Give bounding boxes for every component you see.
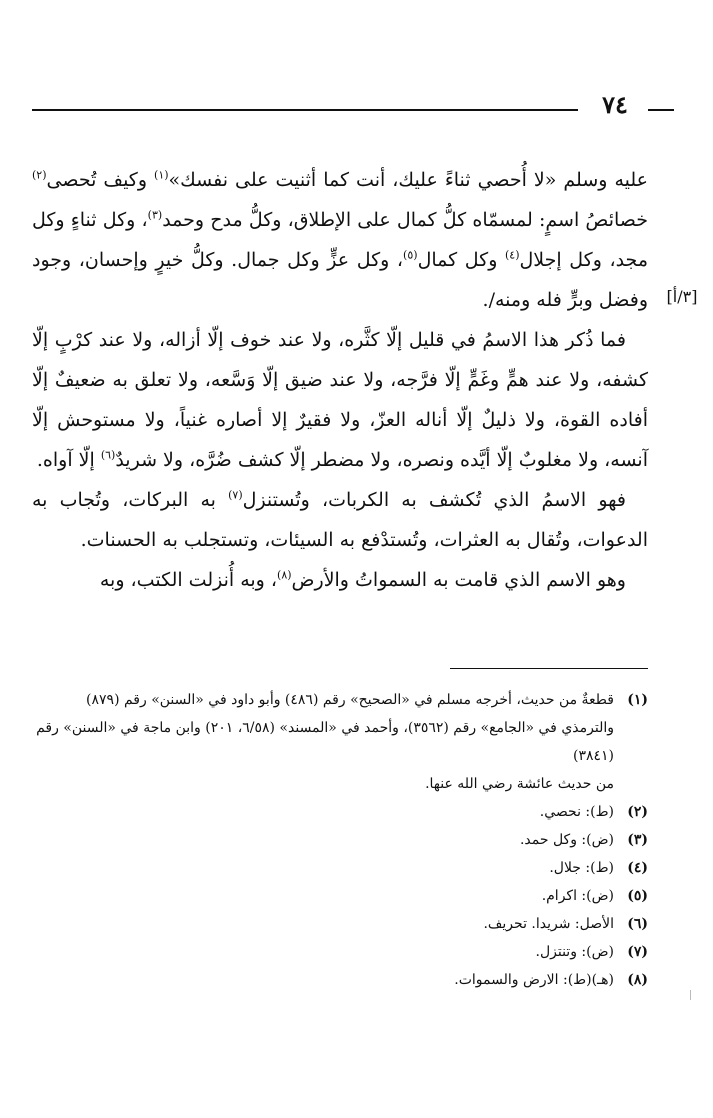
text-segment: فهو الاسمُ الذي تُكشف به الكربات، وتُستنزل xyxy=(242,489,627,511)
paragraph xyxy=(32,320,648,480)
footnote-number: (٦) xyxy=(627,916,648,932)
footnote-text: (هـ)(ط): الارض والسموات. xyxy=(454,972,614,988)
footnote-number: (٣) xyxy=(627,832,648,848)
footnote-number: (٥) xyxy=(627,888,648,904)
text-segment: ، وكل عزٍّ وكل جمال. وكلُّ خيرٍ وإحسان، وجود وفضل وبرٍّ فله ومنه/. xyxy=(32,249,648,311)
footnote-ref: (٤) xyxy=(504,248,520,262)
footnote-item xyxy=(32,686,648,770)
footnote-text: (ط): جلال. xyxy=(549,860,614,876)
footnote-text: (ض): اكرام. xyxy=(541,888,614,904)
text-segment: وهو الاسم الذي قامت به السمواتُ والأرض xyxy=(291,569,626,591)
footnote-item xyxy=(32,882,648,910)
footnote-item xyxy=(32,910,648,938)
footnote-ref: (٣) xyxy=(147,208,163,222)
text-segment: فما ذُكر هذا الاسمُ في قليل إلّا كثَّره، ولا عند خوف إلّا أزاله، ولا عند كرْبٍ إلّا كشفه، ولا عند همٍّ وغَمٍّ إلّا فرَّجه، ولا عند ضيق إلّا وَسَّعه، ولا تعلق به ضعيفٌ إلّا أفاده القوة، ولا ذليلٌ إلّا أناله العزّ، ولا فقيرٌ إلا أصاره غنياً، ولا مستوحش إلّا آنسه، ولا مغلوبٌ إلّا أيَّده ونصره، ولا مضطر إلّا كشف ضُرَّه، ولا شريدٌ xyxy=(32,329,648,471)
footnote-item xyxy=(32,798,648,826)
page-number-dash xyxy=(648,109,674,111)
footnote-ref: (٨) xyxy=(277,568,292,582)
footnote-number: (٧) xyxy=(627,944,648,960)
footnote-text: (ط): نحصي. xyxy=(539,804,614,820)
scan-edge-mark xyxy=(690,990,691,1000)
text-segment: به البركات، وتُجاب به الدعوات، وتُقال به العثرات، وتُستدْفع به السيئات، وتستجلب به الحسنات. xyxy=(32,489,648,551)
page-header xyxy=(32,82,648,122)
text-segment: وكيف تُحصى xyxy=(46,169,155,191)
footnote-text: (ض): وكل حمد. xyxy=(519,832,614,848)
footnote-ref: (١) xyxy=(154,168,169,182)
text-segment: ، وكل ثناءٍ وكل مجد، وكل إجلال xyxy=(32,209,649,271)
page-number: ٧٤ xyxy=(602,90,628,119)
footnote-item xyxy=(32,826,648,854)
footnote-item xyxy=(32,966,648,994)
footnote-continuation: من حديث عائشة رضي الله عنها. xyxy=(425,776,614,792)
footnote-item xyxy=(32,854,648,882)
footnote-ref: (٥) xyxy=(403,248,418,262)
footnote-text: الأصل: شريدا. تحريف. xyxy=(483,916,614,932)
footnote-ref: (٧) xyxy=(228,488,243,502)
text-segment: وكل كمال xyxy=(417,249,505,271)
manuscript-folio-marker: [٣/أ] xyxy=(666,287,698,306)
footnote-text: (ض): وتنتزل. xyxy=(535,944,614,960)
footnote-ref: (٦) xyxy=(100,448,116,462)
footnote-item xyxy=(32,938,648,966)
text-segment: إلّا آواه. xyxy=(36,449,101,471)
text-segment: خصائصُ اسمٍ: لمسمّاه كلُّ كمال على الإطلاق، وكلُّ مدح وحمد xyxy=(162,209,649,231)
footnote-number: (١) xyxy=(627,692,648,708)
footnote-text: قطعةٌ من حديث، أخرجه مسلم في «الصحيح» رقم (٤٨٦) وأبو داود في «السنن» رقم (٨٧٩) والترمذي في «الجامع» رقم (٣٥٦٢)، وأحمد في «المسند» (٦/٥٨، ٢٠١) وابن ماجة في «السنن» رقم (٣٨٤١) xyxy=(36,692,614,764)
paragraph xyxy=(32,160,648,320)
footnote-number: (٨) xyxy=(627,972,648,988)
footnote-number: (٢) xyxy=(627,804,648,820)
footnote-ref: (٢) xyxy=(32,168,47,182)
header-rule xyxy=(32,109,578,111)
footnote-number: (٤) xyxy=(627,860,648,876)
text-segment: عليه وسلم «لا أُحصي ثناءً عليك، أنت كما أثنيت على نفسك» xyxy=(168,169,648,191)
main-text xyxy=(32,160,648,600)
paragraph xyxy=(32,560,648,600)
paragraph xyxy=(32,480,648,560)
footnotes xyxy=(32,686,648,994)
text-segment: ، وبه أُنزلت الكتب، وبه xyxy=(99,569,278,591)
footnote-separator xyxy=(450,668,648,669)
